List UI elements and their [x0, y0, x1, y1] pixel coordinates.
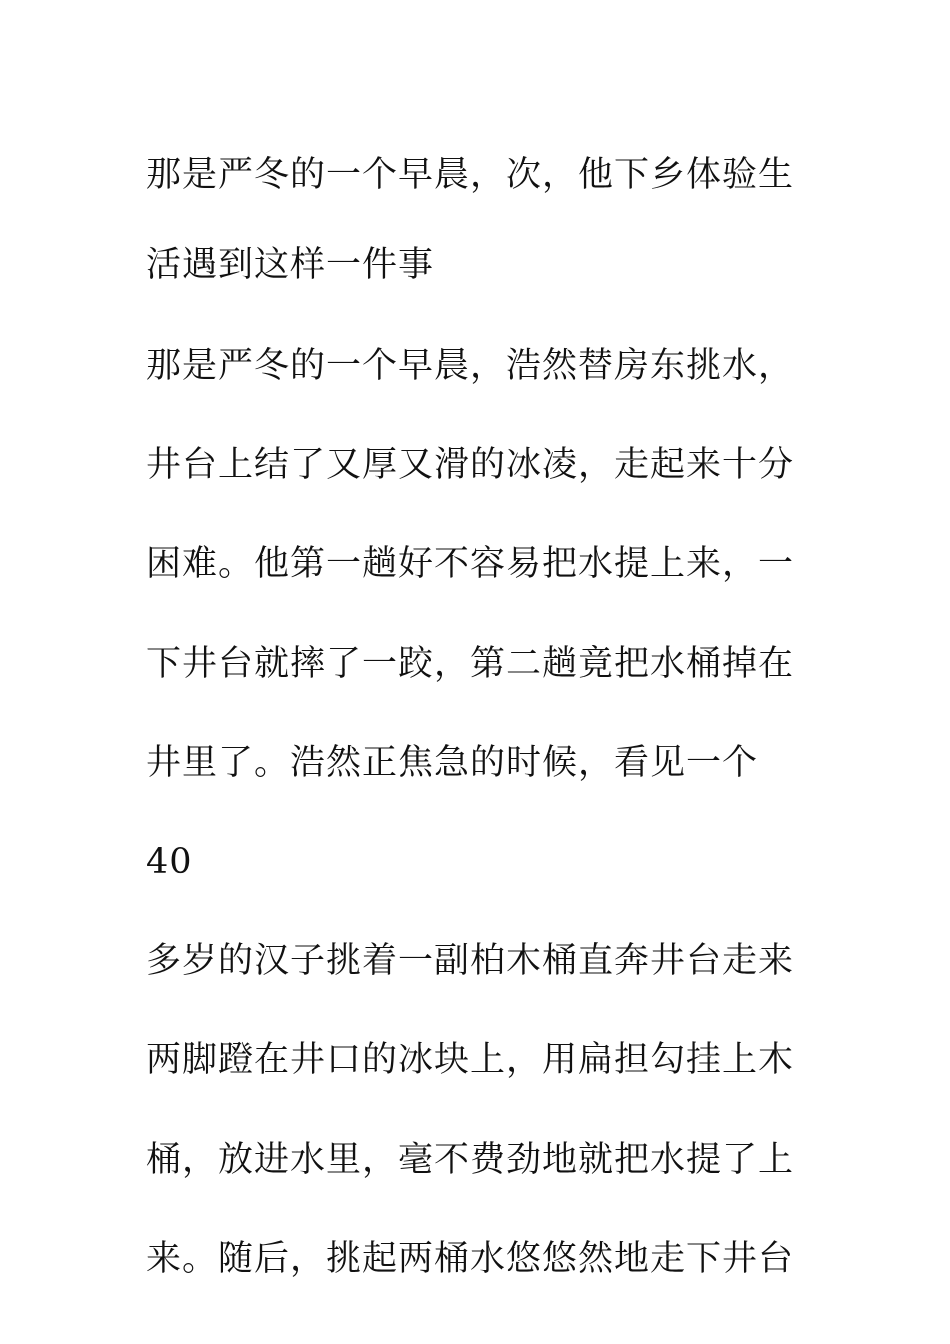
paragraph-story: 那是严冬的一个早晨，浩然替房东挑水， 井台上结了又厚又滑的冰凌，走起来十分 困难。他第一趟好不容易把水提上来，一 下井台就摔了一跤，第二趟竟把水桶掉在 井里了。浩然正焦急的时候，看见一个 40 多岁的汉子挑着一副柏木桶直奔井台走来 两脚蹬在井口的冰块上，用扁担勾挂上木 桶，放进水里，毫不费劲地就把水提了上 来。随后，挑起两桶水悠悠然地走下井台 — [146, 346, 795, 1279]
paragraph-intro: 那是严冬的一个早晨，次，他下乡体验生 活遇到这样一件事 — [146, 155, 795, 285]
